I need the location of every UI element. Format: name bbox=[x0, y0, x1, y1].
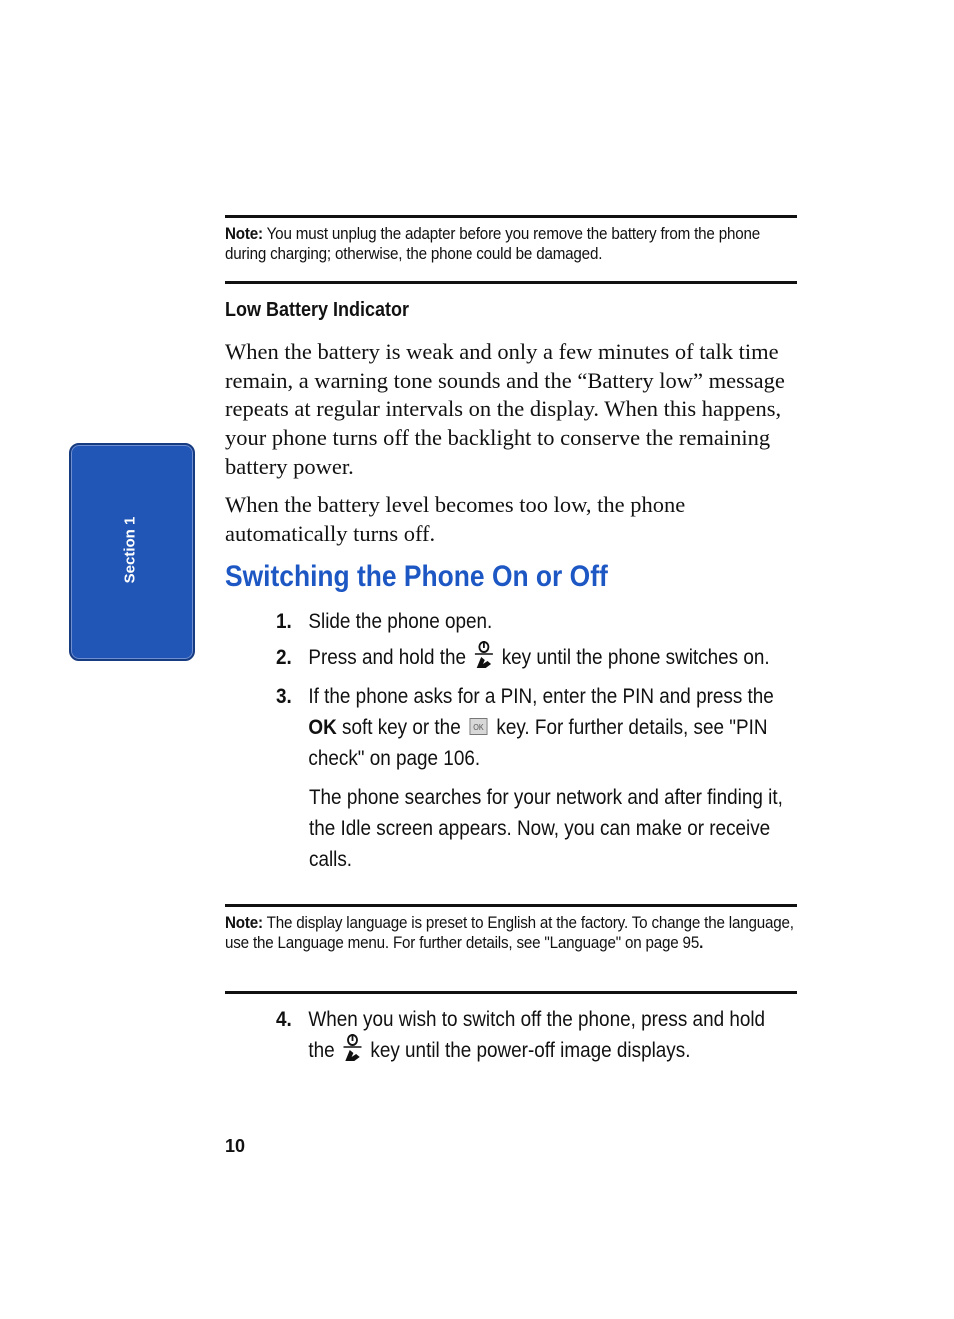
note-top-rule bbox=[225, 215, 797, 218]
low-battery-paragraph-1: When the battery is weak and only a few minutes of talk time remain, a warning tone sounds and the “Battery low” message repeats at regular intervals on the display. When this happens, your phone turns off the backlight to conserve the remaining battery power. bbox=[225, 339, 785, 479]
step-text: Press and hold the key until the phone switches on. bbox=[308, 642, 794, 673]
note-language: Note: The display language is preset to English at the factory. To change the language, use the Language menu. For further details, see "Language" on page 95. bbox=[225, 914, 794, 952]
step-number: 1. bbox=[276, 610, 292, 633]
note-charging bbox=[225, 224, 797, 264]
step-number: 4. bbox=[276, 1008, 292, 1031]
step-3-detail: The phone searches for your network and after finding it, the Idle screen appears. Now, you can make or receive calls. bbox=[309, 786, 783, 871]
svg-text:OK: OK bbox=[473, 722, 484, 733]
note-bottom-rule bbox=[225, 281, 797, 284]
ok-softkey-label: OK bbox=[308, 716, 337, 739]
low-battery-heading: Low Battery Indicator bbox=[225, 299, 410, 321]
step-text: When you wish to switch off the phone, press and hold the key until the power-off image displays. bbox=[308, 1008, 766, 1062]
note-bottom-rule bbox=[225, 991, 797, 994]
step-text: If the phone asks for a PIN, enter the PIN and press the OK soft key or the OK key. For further details, see "PIN check" on page 106. bbox=[308, 685, 774, 770]
section-title: Switching the Phone On or Off bbox=[225, 560, 608, 593]
section-tab-label: Section 1 bbox=[121, 516, 139, 584]
step-number: 2. bbox=[276, 646, 292, 669]
note-top-rule bbox=[225, 904, 797, 907]
end-power-key-icon bbox=[342, 1033, 364, 1063]
ok-key-icon bbox=[470, 718, 488, 735]
step-number: 3. bbox=[276, 685, 292, 708]
note-label: Note: bbox=[225, 914, 263, 932]
low-battery-paragraph-2: When the battery level becomes too low, the phone automatically turns off. bbox=[225, 492, 686, 546]
end-power-key-icon bbox=[473, 640, 495, 670]
note-label: Note: bbox=[225, 225, 263, 243]
step-text: Slide the phone open. bbox=[308, 610, 493, 633]
page-number: 10 bbox=[225, 1136, 246, 1156]
note-text: You must unplug the adapter before you remove the battery from the phone during charging; otherwise, the phone could be damaged. bbox=[225, 225, 761, 263]
note-text: The display language is preset to English at the factory. To change the language, use the Language menu. For further details, see "Language" on page 95 bbox=[225, 914, 794, 952]
